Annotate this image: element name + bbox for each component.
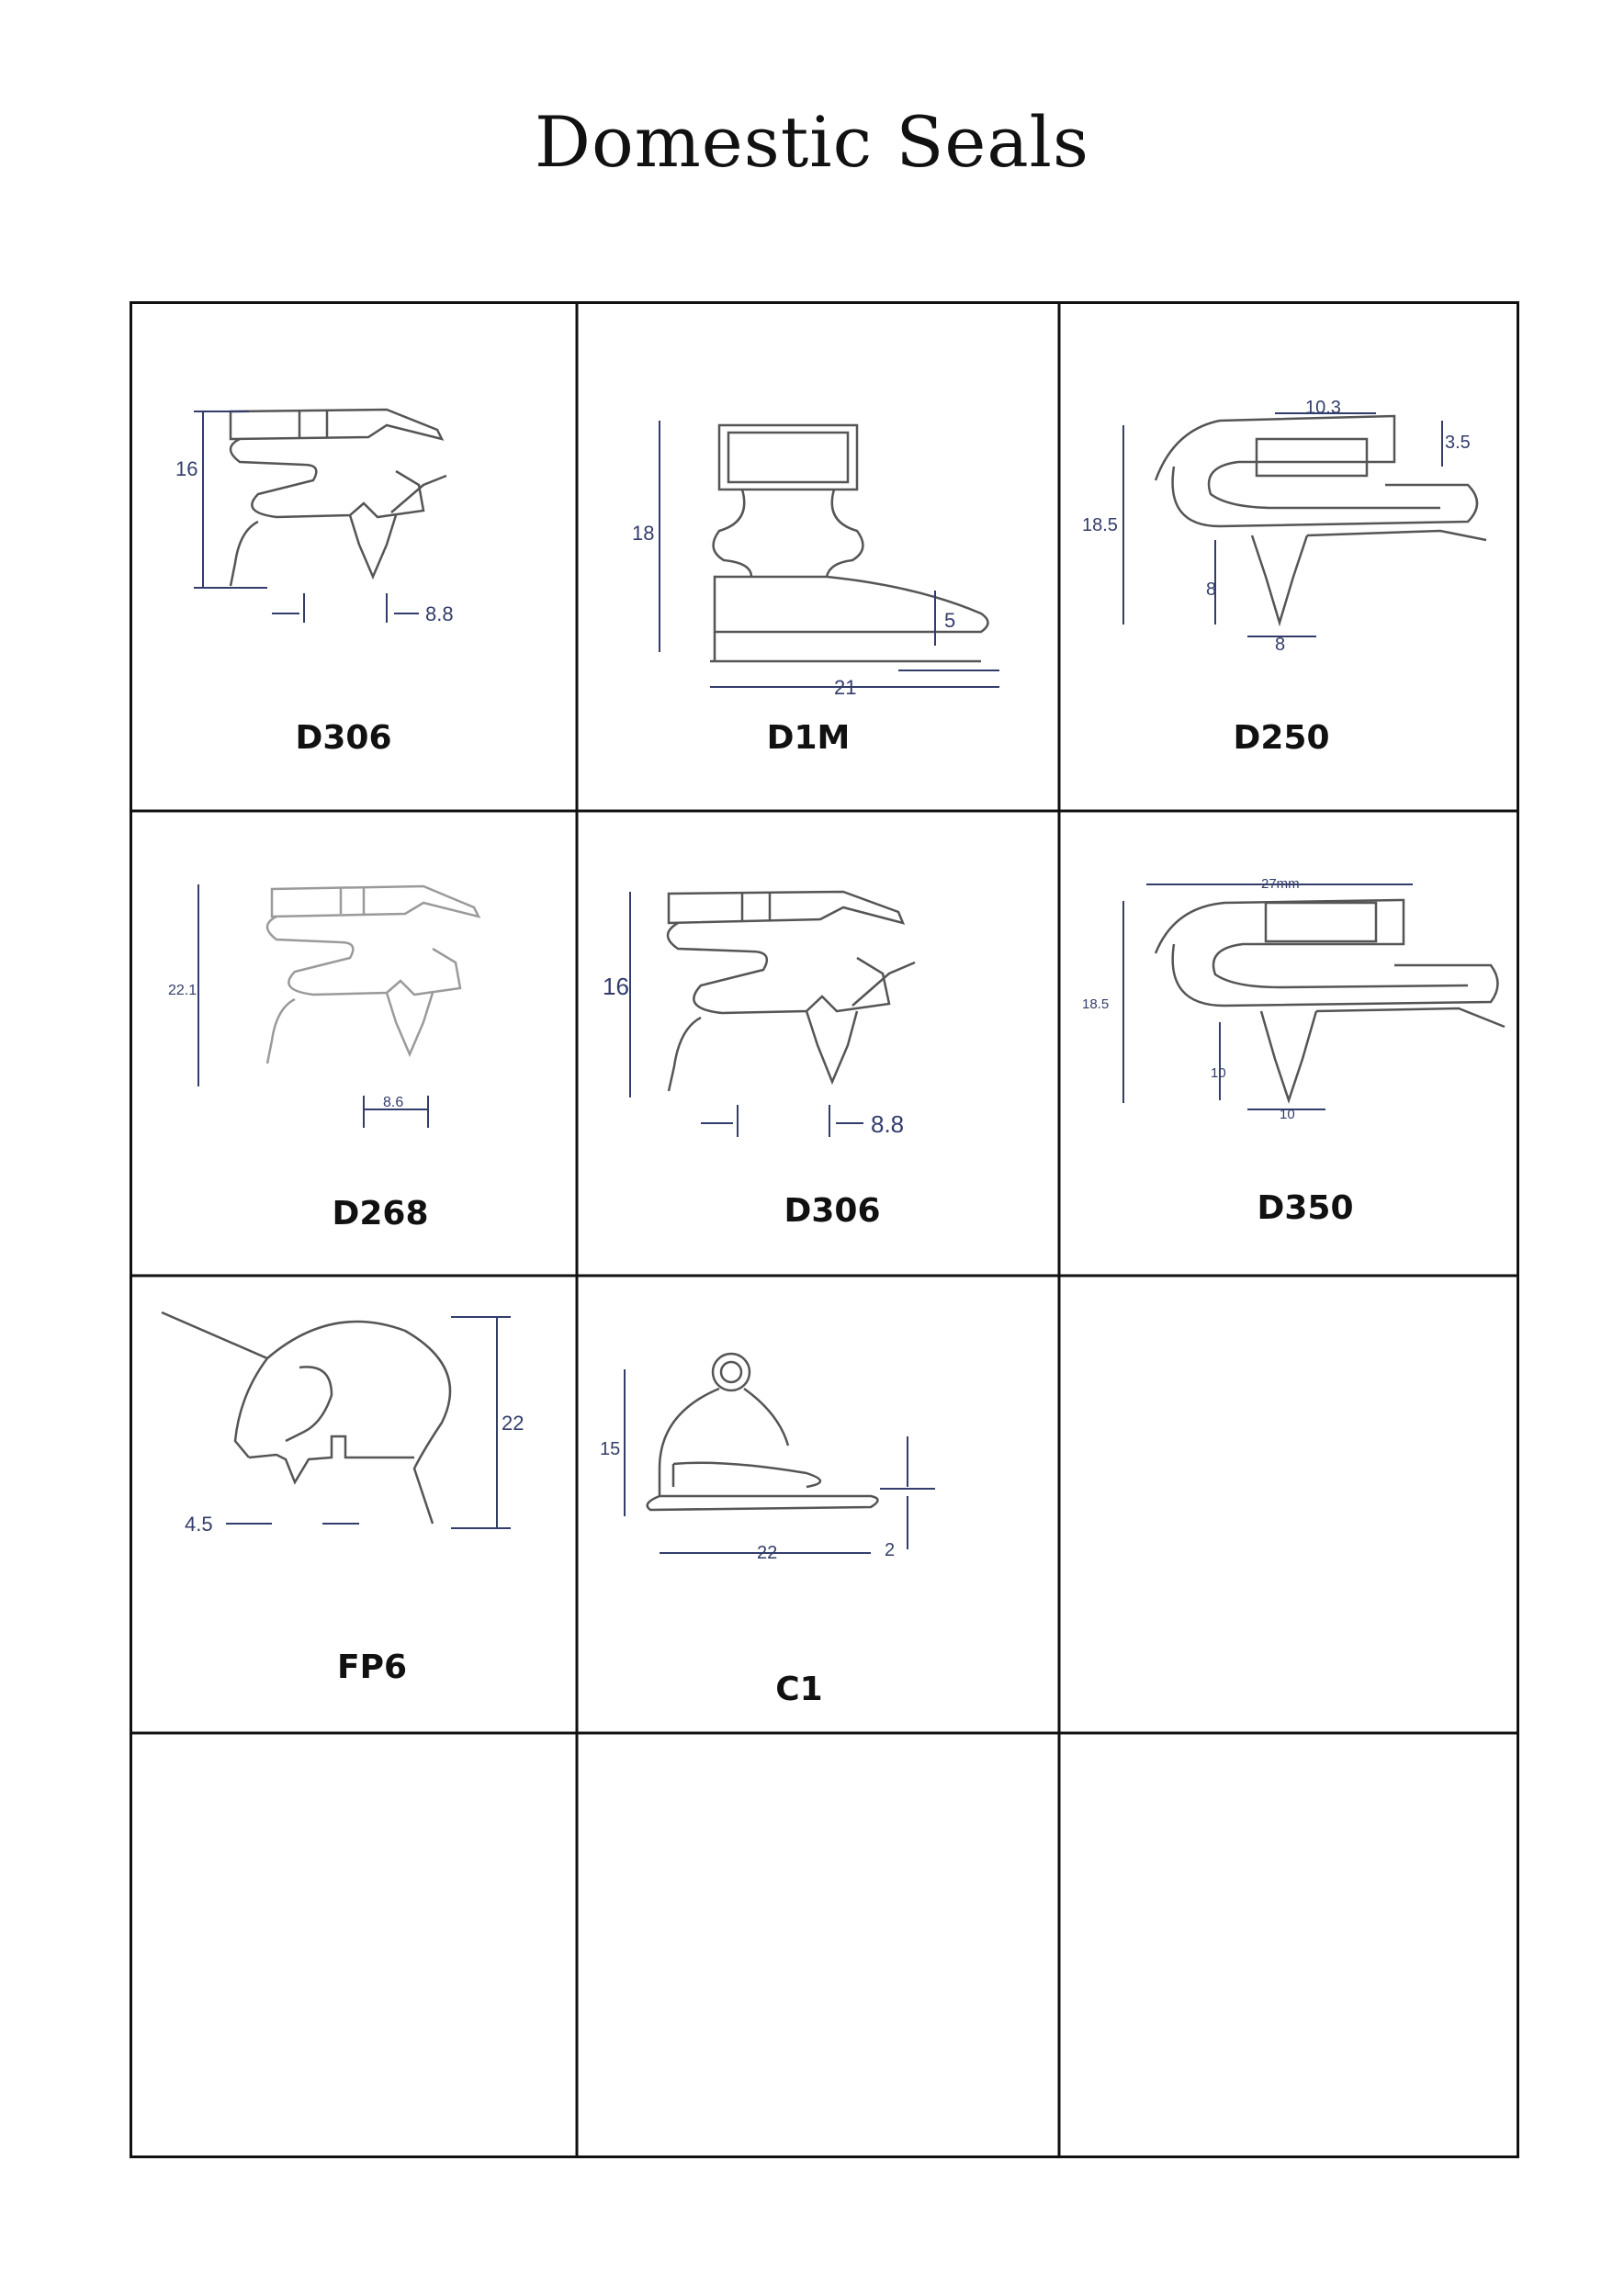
d306-profile-diagram xyxy=(595,857,1045,1142)
seal-cell-d306-b xyxy=(577,811,1059,1276)
seal-grid xyxy=(130,301,1519,2158)
d350-dim-top: 27mm xyxy=(1261,876,1300,892)
seal-cell-d250 xyxy=(1059,301,1519,811)
d306-dim-height: 16 xyxy=(603,973,629,1000)
fp6-dim-height: 22 xyxy=(502,1412,524,1435)
seal-cell-d350 xyxy=(1059,811,1519,1276)
c1-dim-height: 15 xyxy=(600,1439,621,1459)
seal-code-label: D1M xyxy=(766,719,851,757)
d306-dim-height: 16 xyxy=(175,457,198,480)
seal-code-label: D268 xyxy=(332,1195,429,1232)
d268-dim-height: 22.1 xyxy=(168,983,197,998)
seal-cell-c1 xyxy=(577,1276,1059,1733)
seal-code-label: D306 xyxy=(784,1192,881,1230)
seal-code-label: D250 xyxy=(1233,719,1330,757)
d306-dim-width: 8.8 xyxy=(871,1110,905,1138)
d250-profile-diagram xyxy=(1073,393,1514,659)
d250-dim-width: 8 xyxy=(1275,635,1286,655)
seal-cell-d268 xyxy=(130,811,577,1276)
d250-dim-stem: 8 xyxy=(1206,580,1217,600)
d350-dim-width: 10 xyxy=(1280,1107,1295,1122)
c1-dim-width: 22 xyxy=(757,1543,778,1563)
d250-dim-gap: 3.5 xyxy=(1445,433,1471,453)
d350-dim-stem: 10 xyxy=(1211,1065,1226,1081)
seal-code-label: D350 xyxy=(1257,1189,1354,1227)
d268-dim-width: 8.6 xyxy=(383,1095,404,1110)
d268-profile-diagram xyxy=(157,866,561,1142)
seal-code-label: FP6 xyxy=(336,1649,408,1686)
empty-cell xyxy=(1059,1276,1519,1733)
c1-profile-diagram xyxy=(595,1349,1036,1597)
seal-cell-d306 xyxy=(130,301,577,811)
d1m-profile-diagram xyxy=(623,402,1027,696)
d306-dim-width: 8.8 xyxy=(425,602,454,625)
d250-dim-top: 10.3 xyxy=(1305,398,1341,418)
c1-dim-lip: 2 xyxy=(885,1540,896,1560)
empty-cell xyxy=(577,1733,1059,2158)
d306-profile-diagram xyxy=(166,393,552,632)
d1m-dim-width: 21 xyxy=(834,676,857,696)
page-title: Domestic Seals xyxy=(535,101,1089,183)
d250-dim-height: 18.5 xyxy=(1082,515,1118,535)
empty-cell xyxy=(130,1733,577,2158)
seal-code-label: D306 xyxy=(295,719,392,757)
fp6-dim-width: 4.5 xyxy=(185,1513,213,1536)
seal-cell-fp6 xyxy=(130,1276,577,1733)
fp6-profile-diagram xyxy=(148,1294,552,1560)
d350-profile-diagram xyxy=(1073,866,1514,1132)
seal-cell-d1m xyxy=(577,301,1059,811)
d1m-dim-lip: 5 xyxy=(944,609,956,632)
d1m-dim-height: 18 xyxy=(632,522,655,545)
d350-dim-height: 18.5 xyxy=(1082,996,1110,1012)
empty-cell xyxy=(1059,1733,1519,2158)
seal-code-label: C1 xyxy=(775,1671,823,1708)
